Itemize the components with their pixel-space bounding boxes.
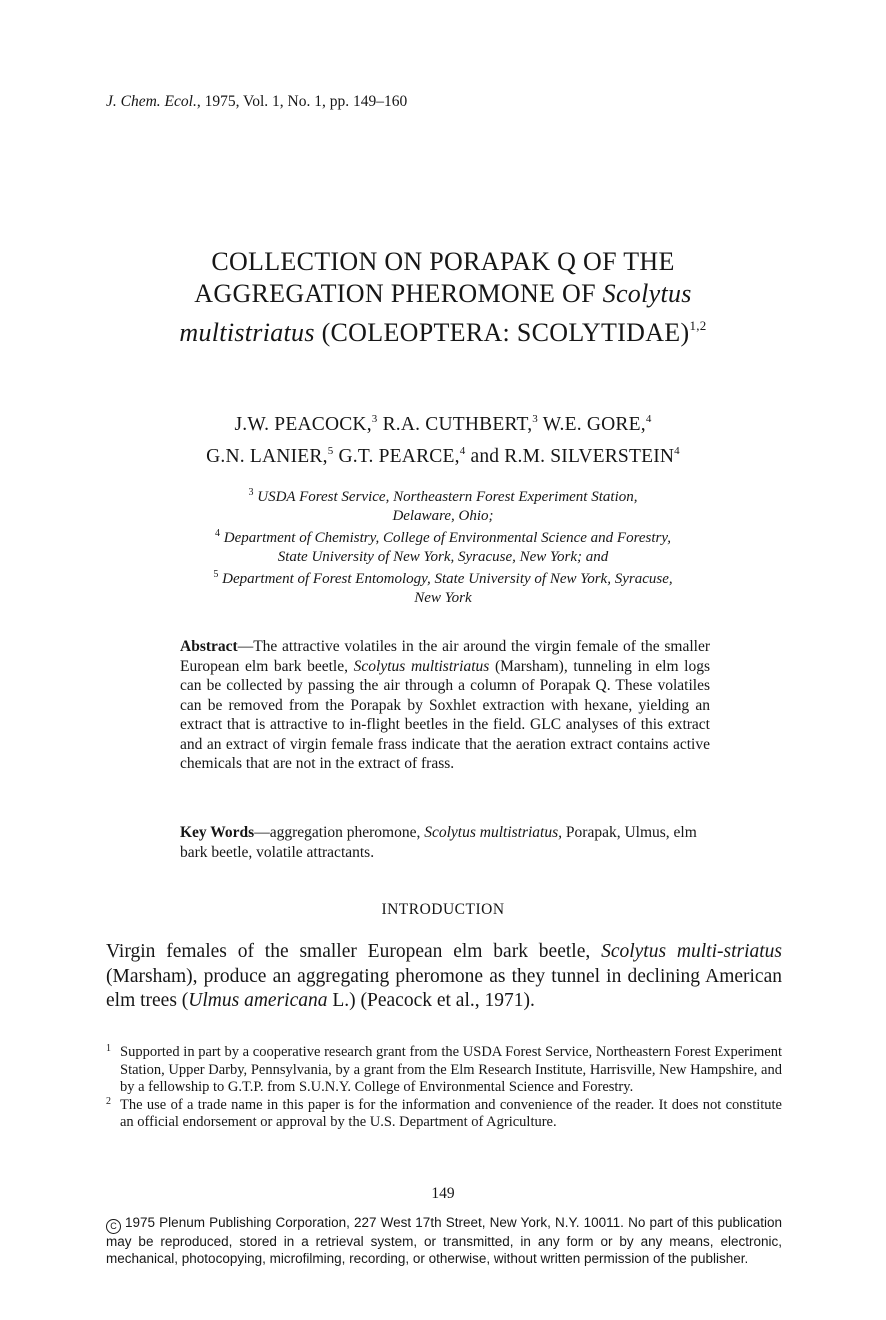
keywords-label: Key Words (180, 824, 255, 841)
journal-name: J. Chem. Ecol. (106, 93, 197, 110)
keywords-text: —aggregation pheromone, (254, 824, 425, 841)
author-name: J.W. PEACOCK, (234, 414, 372, 435)
author-line-2 (0, 438, 886, 470)
affiliation-text: Delaware, Ohio; (392, 507, 494, 524)
affiliation-text: New York (414, 589, 472, 606)
affiliation-text: Department of Chemistry, College of Environmental Science and Forestry, (223, 530, 671, 546)
copyright-text: 1975 Plenum Publishing Corporation, 227 West 17th Street, New York, N.Y. 10011. No part of this publication may be reproduced, stored in a retrieval system, or transmitted, in any form or by any means, electronic, mechanical, photocopying, microfilming, recording, or otherwise, without written permission of the publisher. (106, 1215, 782, 1266)
keywords-species: Scolytus multistriatus, (424, 824, 563, 841)
affiliation-text: Department of Forest Entomology, State University of New York, Syracuse, (222, 571, 673, 587)
paper-title (0, 246, 886, 349)
affiliation-mark: 5 (213, 569, 219, 580)
author-affil-mark: 5 (327, 445, 334, 457)
author-affil-mark: 3 (371, 413, 378, 425)
citation-details: , 1975, Vol. 1, No. 1, pp. 149–160 (196, 93, 408, 110)
page-number: 149 (431, 1185, 455, 1202)
author-affil-mark: 4 (645, 413, 652, 425)
affiliations (0, 484, 886, 607)
affiliation-mark: 4 (215, 528, 221, 539)
affiliation-4 (0, 525, 886, 548)
section-heading-introduction: INTRODUCTION (381, 901, 505, 918)
intro-text: L.) (Peacock et al., 1971). (327, 990, 535, 1011)
abstract-text: (Marsham), tunneling in elm logs can be collected by passing the air through a column of Porapak Q. These volatiles can be removed from the Porapak by Soxhlet extraction with hexane, yielding an extract that is attractive to in-flight beetles in the field. GLC analyses of this extract and an extract of virgin female frass indicate that the aeration extract contains active chemicals that are not in the extract of frass. (180, 657, 710, 772)
abstract (180, 637, 710, 774)
title-line-2-plain: AGGREGATION PHEROMONE OF (194, 279, 603, 308)
author-affil-mark: 4 (674, 445, 680, 457)
footnote-2 (106, 1097, 782, 1132)
affiliation-text: State University of New York, Syracuse, New York; and (277, 548, 609, 565)
footnote-1 (106, 1044, 782, 1097)
author-line-1 (0, 406, 886, 438)
copyright-icon: C (106, 1219, 121, 1234)
author-name: G.T. PEARCE, (333, 446, 460, 467)
author-name: G.N. LANIER, (206, 446, 328, 467)
introduction-paragraph (106, 940, 782, 1014)
intro-species: Ulmus americana (188, 990, 328, 1011)
keywords-text: Porapak, Ulmus, elm bark beetle, volatile attractants. (180, 824, 697, 861)
title-species: multistriatus (179, 318, 315, 347)
title-line-1: COLLECTION ON PORAPAK Q OF THE (211, 247, 675, 276)
title-line-3 (0, 310, 886, 349)
copyright-notice (106, 1215, 782, 1267)
title-genus: Scolytus (602, 279, 692, 308)
footnote-text: The use of a trade name in this paper is for the information and convenience of the reader. It does not constitute an official endorsement or approval by the U.S. Department of Agriculture. (120, 1096, 782, 1130)
author-list (0, 406, 886, 470)
affiliation-5 (0, 566, 886, 589)
footnote-mark: 1 (106, 1043, 111, 1054)
author-affil-mark: 3 (532, 413, 538, 425)
abstract-label: Abstract (180, 638, 238, 655)
key-words (180, 823, 720, 862)
affiliation-mark: 3 (248, 487, 254, 498)
affiliation-text: USDA Forest Service, Northeastern Forest Experiment Station, (257, 489, 638, 505)
intro-text: (Marsham), produce an aggregating pheromone as they tunnel in declining American elm trees ( (106, 965, 782, 1011)
footnote-mark: 2 (106, 1095, 111, 1107)
intro-text: Virgin females of the smaller European elm bark beetle, (106, 941, 602, 962)
abstract-species: Scolytus multistriatus (353, 657, 490, 675)
title-footnote-marks: 1,2 (689, 318, 707, 333)
author-name: and R.M. SILVERSTEIN (465, 446, 675, 467)
title-line-2 (0, 278, 886, 310)
footnotes (106, 1044, 782, 1132)
title-line-3-plain: (COLEOPTERA: SCOLYTIDAE) (314, 318, 690, 347)
intro-species: Scolytus multi-striatus (601, 941, 782, 962)
author-affil-mark: 4 (459, 445, 466, 457)
abstract-text: —The attractive volatiles in the air around the virgin female of the smaller European elm bark beetle, (180, 638, 710, 675)
affiliation-3 (0, 484, 886, 507)
footnote-text: Supported in part by a cooperative research grant from the USDA Forest Service, Northeastern Forest Experiment Station, Upper Darby, Pennsylvania, by a grant from the Elm Research Institute, Harrisville, New Hampshire, and by a fellowship to G.T.P. from S.U.N.Y. College of Environmental Science and Forestry. (120, 1044, 782, 1095)
journal-citation (106, 93, 407, 111)
author-name: R.A. CUTHBERT, (377, 414, 533, 435)
author-name: W.E. GORE, (537, 414, 646, 435)
